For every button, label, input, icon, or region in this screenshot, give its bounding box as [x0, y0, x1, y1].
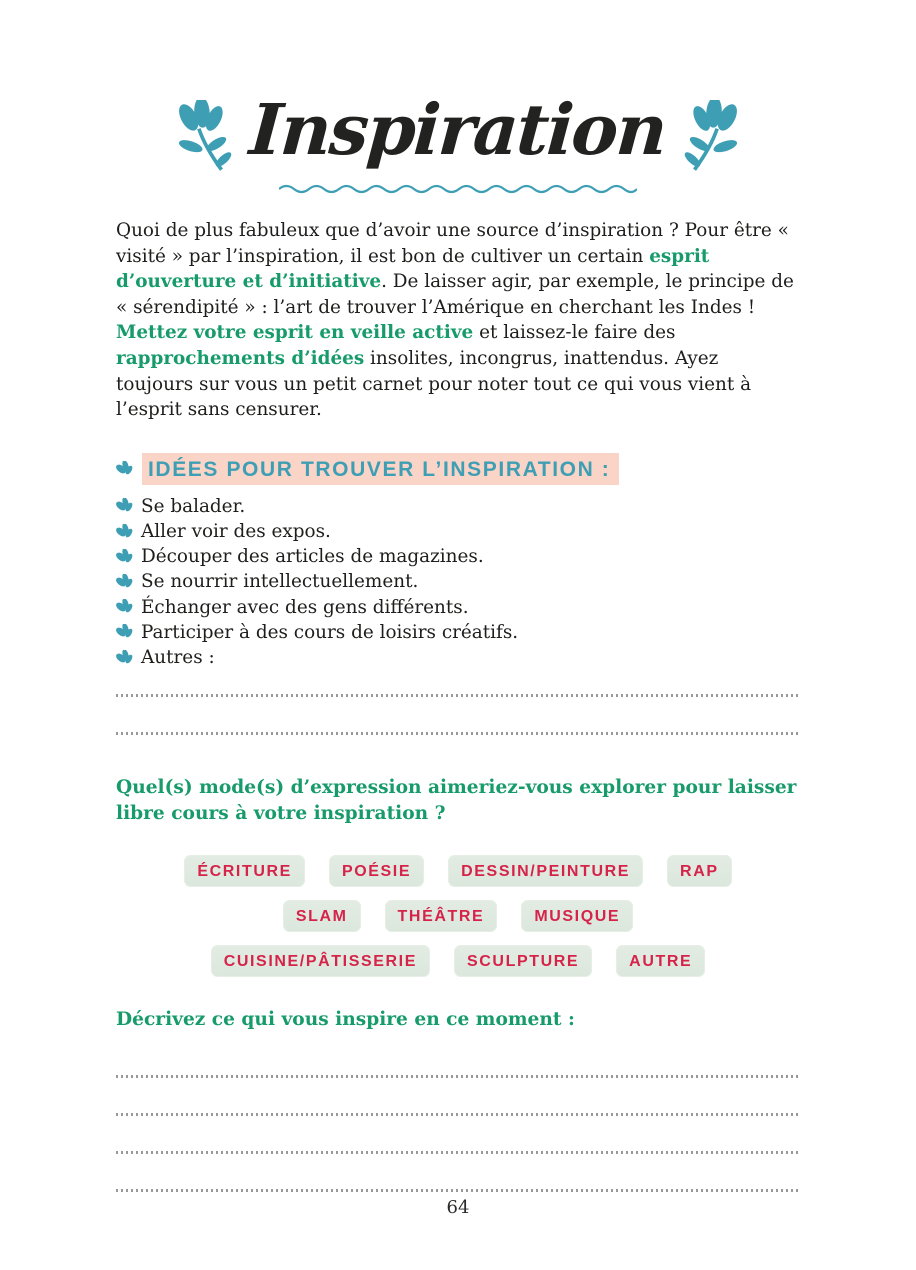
- tag-row-3: [116, 945, 800, 977]
- page-header: [116, 0, 800, 194]
- list-item-label: Découper des articles de magazines.: [141, 546, 484, 568]
- text-segment: insolites, incongrus, inattendus. Ayez toujours sur vous un petit carnet pour noter tout ce qui vous vient à l’esprit sans censurer.: [116, 347, 752, 421]
- tag-sculpture[interactable]: SCULPTURE: [454, 945, 592, 977]
- section-heading: [116, 453, 800, 485]
- list-item-label: Se balader.: [141, 495, 246, 517]
- tag-row-2: [116, 900, 800, 932]
- text-segment-highlight: rapprochements d’idées: [116, 347, 365, 369]
- leaf-bullet-icon: [116, 599, 133, 615]
- tag-ecriture[interactable]: ÉCRITURE: [184, 855, 305, 887]
- list-item: [116, 620, 800, 645]
- list-item: [116, 569, 800, 594]
- list-item: [116, 494, 800, 519]
- list-item-label: Participer à des cours de loisirs créatifs.: [141, 621, 519, 643]
- tag-musique[interactable]: MUSIQUE: [521, 900, 633, 932]
- flower-right-icon: [680, 100, 746, 180]
- tag-slam[interactable]: SLAM: [283, 900, 361, 932]
- tag-autre[interactable]: AUTRE: [616, 945, 705, 977]
- answer-line[interactable]: [116, 1113, 800, 1116]
- leaf-bullet-icon: [116, 650, 133, 666]
- answer-lines-autres: [116, 694, 800, 735]
- answer-line[interactable]: [116, 1189, 800, 1192]
- tag-rap[interactable]: RAP: [667, 855, 732, 887]
- list-item-label: Échanger avec des gens différents.: [141, 596, 469, 618]
- page-number: 64: [446, 1197, 470, 1218]
- list-item-label: Autres :: [141, 646, 215, 668]
- leaf-bullet-icon: [116, 498, 133, 514]
- list-item: [116, 645, 800, 670]
- list-item-label: Se nourrir intellectuellement.: [141, 571, 419, 593]
- intro-paragraph-2: [116, 320, 800, 422]
- intro-paragraph-1: [116, 218, 800, 320]
- question-modes: Quel(s) mode(s) d’expression aimeriez-vous explorer pour laisser libre cours à votre inspiration ?: [116, 777, 797, 825]
- answer-line[interactable]: [116, 1151, 800, 1154]
- tag-dessin-peinture[interactable]: DESSIN/PEINTURE: [448, 855, 643, 887]
- text-segment-highlight: esprit d’ouverture et d’initiative: [116, 245, 710, 293]
- answer-line[interactable]: [116, 732, 800, 735]
- tag-theatre[interactable]: THÉÂTRE: [385, 900, 498, 932]
- text-segment-highlight: Mettez votre esprit en veille active: [116, 322, 474, 344]
- wavy-underline: [279, 182, 637, 194]
- ideas-list: [116, 494, 800, 670]
- text-segment: Quoi de plus fabuleux que d’avoir une source d’inspiration ? Pour être « visité » par l’inspiration, il est bon de cultiver un certain: [116, 220, 789, 267]
- text-segment: et laissez-le faire des: [473, 322, 676, 344]
- text-segment: . De laisser agir, par exemple, le principe de « sérendipité » : l’art de trouver l’Amérique en cherchant les Indes !: [116, 271, 794, 318]
- answer-line[interactable]: [116, 1075, 800, 1078]
- tag-poesie[interactable]: POÉSIE: [329, 855, 424, 887]
- list-item: [116, 595, 800, 620]
- list-item: [116, 544, 800, 569]
- leaf-bullet-icon: [116, 461, 133, 477]
- question-describe: Décrivez ce qui vous inspire en ce moment :: [116, 1009, 575, 1031]
- title-row: [116, 78, 800, 180]
- leaf-bullet-icon: [116, 549, 133, 565]
- tag-row-1: [116, 855, 800, 887]
- list-item-label: Aller voir des expos.: [141, 520, 331, 542]
- page-title: Inspiration: [247, 87, 669, 171]
- answer-line[interactable]: [116, 694, 800, 697]
- list-item: [116, 519, 800, 544]
- leaf-bullet-icon: [116, 624, 133, 640]
- tag-cuisine-patisserie[interactable]: CUISINE/PÂTISSERIE: [211, 945, 430, 977]
- answer-lines-describe: [116, 1075, 800, 1192]
- leaf-bullet-icon: [116, 524, 133, 540]
- expression-tags: [116, 855, 800, 977]
- flower-left-icon: [170, 100, 236, 180]
- leaf-bullet-icon: [116, 574, 133, 590]
- page-footer: [0, 1197, 916, 1218]
- section-heading-label: IDÉES POUR TROUVER L’INSPIRATION :: [142, 453, 619, 485]
